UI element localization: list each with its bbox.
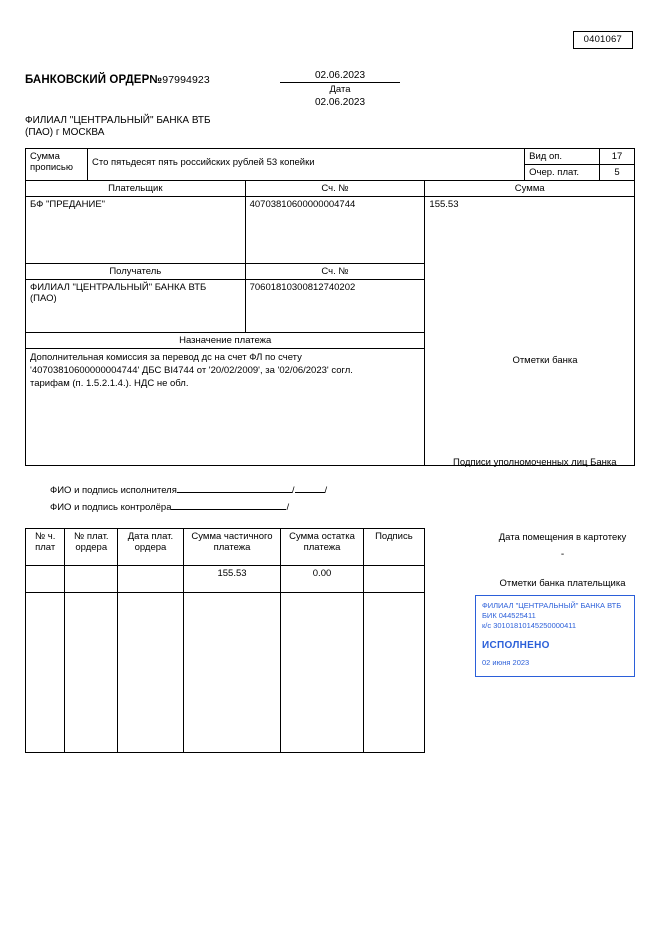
- date-caption: Дата: [329, 84, 351, 95]
- stamp-bank-name: ФИЛИАЛ "ЦЕНТРАЛЬНЫЙ" БАНКА ВТБ: [482, 601, 622, 610]
- cell-signature: [363, 566, 424, 593]
- bank-stamp: [475, 595, 635, 677]
- document-body: [25, 70, 635, 667]
- table-row: [26, 593, 425, 753]
- payer-account-header: Сч. №: [245, 181, 425, 197]
- cell-order-date: [118, 593, 184, 753]
- controller-signature-label: ФИО и подпись контролёра: [50, 502, 172, 513]
- payer-header-row: [26, 181, 635, 197]
- purpose-header: Назначение платежа: [26, 333, 425, 349]
- payer-header: Плательщик: [26, 181, 246, 197]
- receiver-header: Получатель: [26, 264, 246, 280]
- issuing-bank-name: [25, 115, 211, 139]
- bank-stamp-box: [475, 595, 635, 677]
- payment-priority-label: Очер. плат.: [525, 165, 600, 181]
- bank-authorized-signatures-label: Подписи уполномоченных лиц Банка: [453, 457, 617, 468]
- cell-partial-amount: [183, 593, 281, 753]
- cell-order-date: [118, 566, 184, 593]
- stamp-status: ИСПОЛНЕНО: [482, 640, 550, 651]
- operation-type-value: 17: [600, 149, 635, 165]
- col-signature: Подпись: [363, 529, 424, 566]
- controller-signature-line: [171, 509, 286, 510]
- receiver-account: 70601810300812740202: [245, 280, 425, 333]
- stamp-corr-account: к/с 30101810145250000411: [482, 621, 577, 630]
- executor-signature-label: ФИО и подпись исполнителя: [50, 485, 177, 496]
- col-remaining-amount: Сумма остатка платежа: [281, 529, 363, 566]
- purpose-text: [26, 349, 425, 466]
- operation-type-label: Вид оп.: [525, 149, 600, 165]
- main-form-table: [25, 148, 635, 466]
- col-part-number: № ч. плат: [26, 529, 65, 566]
- cell-order-number: [65, 593, 118, 753]
- cell-part-number: [26, 566, 65, 593]
- signature-lines: [50, 482, 327, 516]
- cell-partial-amount: 155.53: [183, 566, 281, 593]
- receiver-account-header: Сч. №: [245, 264, 425, 280]
- kartoteka-block: [465, 532, 660, 560]
- cell-order-number: [65, 566, 118, 593]
- amount-words-label-line2: прописью: [30, 162, 73, 173]
- kartoteka-value: -: [560, 549, 565, 560]
- page-title: [25, 74, 210, 86]
- issuing-bank-name-line1: ФИЛИАЛ "ЦЕНТРАЛЬНЫЙ" БАНКА ВТБ: [25, 115, 211, 126]
- payer-account: 40703810600000004744: [245, 197, 425, 264]
- purpose-text-line2: '40703810600000004744' ДБС BI4744 от '20/02/2009', за '02/06/2023' согл.: [30, 365, 353, 376]
- receiver-name-line1: ФИЛИАЛ "ЦЕНТРАЛЬНЫЙ" БАНКА ВТБ: [30, 282, 207, 293]
- col-order-number: № плат. ордера: [65, 529, 118, 566]
- number-label: №: [149, 74, 163, 86]
- cell-remaining-amount: 0.00: [281, 566, 363, 593]
- document-date-secondary: 02.06.2023: [314, 97, 366, 108]
- document-title: БАНКОВСКИЙ ОРДЕР: [25, 74, 150, 86]
- amount-words-row: [26, 149, 635, 165]
- col-order-date: Дата плат. ордера: [118, 529, 184, 566]
- payer-name: БФ "ПРЕДАНИЕ": [26, 197, 246, 264]
- payment-amount: 155.53: [425, 197, 635, 466]
- bank-marks-label: Отметки банка: [512, 355, 578, 366]
- col-partial-amount: Сумма частичного платежа: [183, 529, 281, 566]
- cell-signature: [363, 593, 424, 753]
- payer-bank-marks-label: Отметки банка плательщика: [499, 578, 626, 589]
- controller-signature-row: ФИО и подпись контролёра /: [50, 502, 290, 513]
- partial-payments-section: [25, 528, 425, 753]
- payment-priority-value: 5: [600, 165, 635, 181]
- executor-signature-line: [177, 492, 292, 493]
- document-date: 02.06.2023: [280, 70, 400, 83]
- table-row: [26, 566, 425, 593]
- stamp-date: 02 июня 2023: [482, 658, 530, 667]
- issuing-bank-name-line2: (ПАО) г МОСКВА: [25, 127, 105, 138]
- amount-header: Сумма: [425, 181, 635, 197]
- cell-part-number: [26, 593, 65, 753]
- title-row: [25, 70, 635, 108]
- partial-payments-table: [25, 528, 425, 753]
- amount-in-words: Сто пятьдесят пять российских рублей 53 копейки: [87, 149, 524, 181]
- amount-words-label-line1: Сумма: [30, 151, 60, 162]
- date-block: [280, 70, 400, 108]
- stamp-bik: БИК 044525411: [482, 611, 536, 620]
- partial-payments-header-row: [26, 529, 425, 566]
- executor-signature-line2: [295, 492, 325, 493]
- cell-remaining-amount: [281, 593, 363, 753]
- amount-words-label: [26, 149, 88, 181]
- executor-signature-row: ФИО и подпись исполнителя / /: [50, 485, 328, 496]
- purpose-text-line1: Дополнительная комиссия за перевод дс на счет ФЛ по счету: [30, 352, 302, 363]
- kartoteka-label: Дата помещения в картотеку: [498, 532, 627, 543]
- receiver-name-line2: (ПАО): [30, 293, 57, 304]
- payer-value-row: [26, 197, 635, 264]
- form-code: 0401067: [573, 31, 633, 49]
- purpose-text-line3: тарифам (п. 1.5.2.1.4.). НДС не обл.: [30, 378, 189, 389]
- receiver-name: [26, 280, 246, 333]
- document-number: 97994923: [162, 74, 210, 86]
